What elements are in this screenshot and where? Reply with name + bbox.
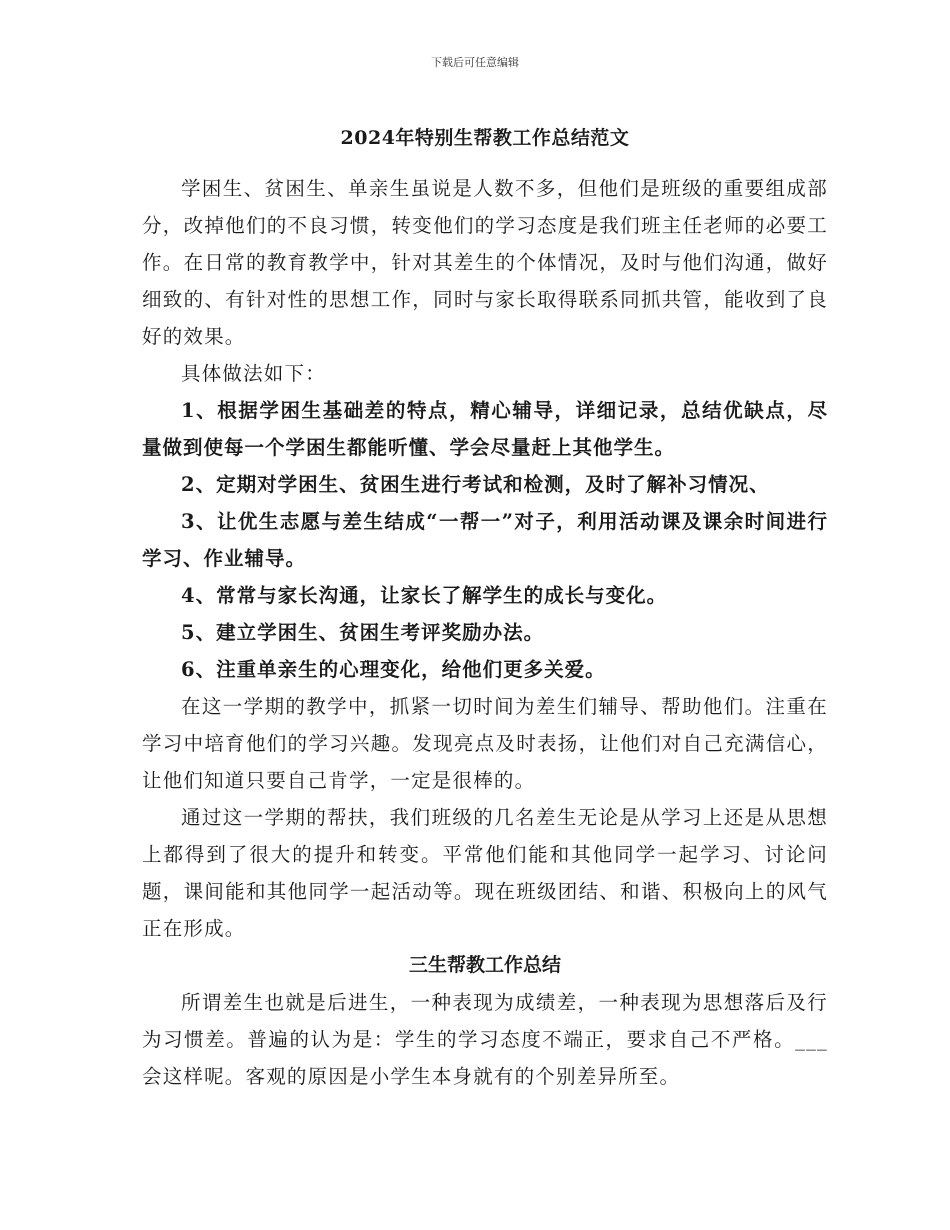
result-paragraph: 通过这一学期的帮扶，我们班级的几名差生无论是从学习上还是从思想上都得到了很大的提升和转变。平常他们能和其他同学一起学习、讨论问题，课间能和其他同学一起活动等。现在班级团结、和谐、积极向上的风气正在形成。 [142, 806, 828, 940]
intro-paragraph: 学困生、贫困生、单亲生虽说是人数不多，但他们是班级的重要组成部分，改掉他们的不良习惯，转变他们的学习态度是我们班主任老师的必要工作。在日常的教育教学中，针对其差生的个体情况，及时与他们沟通，做好细致的、有针对性的思想工作，同时与家长取得联系同抓共管，能收到了良好的效果。 [142, 177, 828, 348]
method-item: 5、建立学困生、贫困生考评奖励办法。 [181, 621, 545, 644]
method-item: 6、注重单亲生的心理变化，给他们更多关爱。 [181, 658, 606, 681]
header-note: 下载后可任意编辑 [431, 56, 519, 69]
method-item: 1、根据学困生基础差的特点，精心辅导，详细记录，总结优缺点，尽量做到使每一个学困生都能听懂、学会尽量赶上其他学生。 [142, 399, 828, 459]
methods-heading: 具体做法如下： [181, 362, 326, 385]
document-title: 2024年特别生帮教工作总结范文 [340, 127, 630, 149]
method-item: 4、常常与家长沟通，让家长了解学生的成长与变化。 [181, 584, 668, 607]
section-subtitle: 三生帮教工作总结 [408, 954, 561, 976]
method-item: 2、定期对学困生、贫困生进行考试和检测，及时了解补习情况、 [181, 473, 770, 496]
method-item: 3、让优生志愿与差生结成“一帮一”对子，利用活动课及课余时间进行学习、作业辅导。 [142, 510, 828, 570]
last-paragraph: 所谓差生也就是后进生，一种表现为成绩差，一种表现为思想落后及行为习惯差。普遍的认为是：学生的学习态度不端正，要求自己不严格。___会这样呢。客观的原因是小学生本身就有的个别差异所至。 [142, 991, 828, 1088]
semester-paragraph: 在这一学期的教学中，抓紧一切时间为差生们辅导、帮助他们。注重在学习中培育他们的学习兴趣。发现亮点及时表扬，让他们对自己充满信心，让他们知道只要自己肯学，一定是很棒的。 [142, 695, 828, 792]
document-body [142, 120, 828, 1095]
